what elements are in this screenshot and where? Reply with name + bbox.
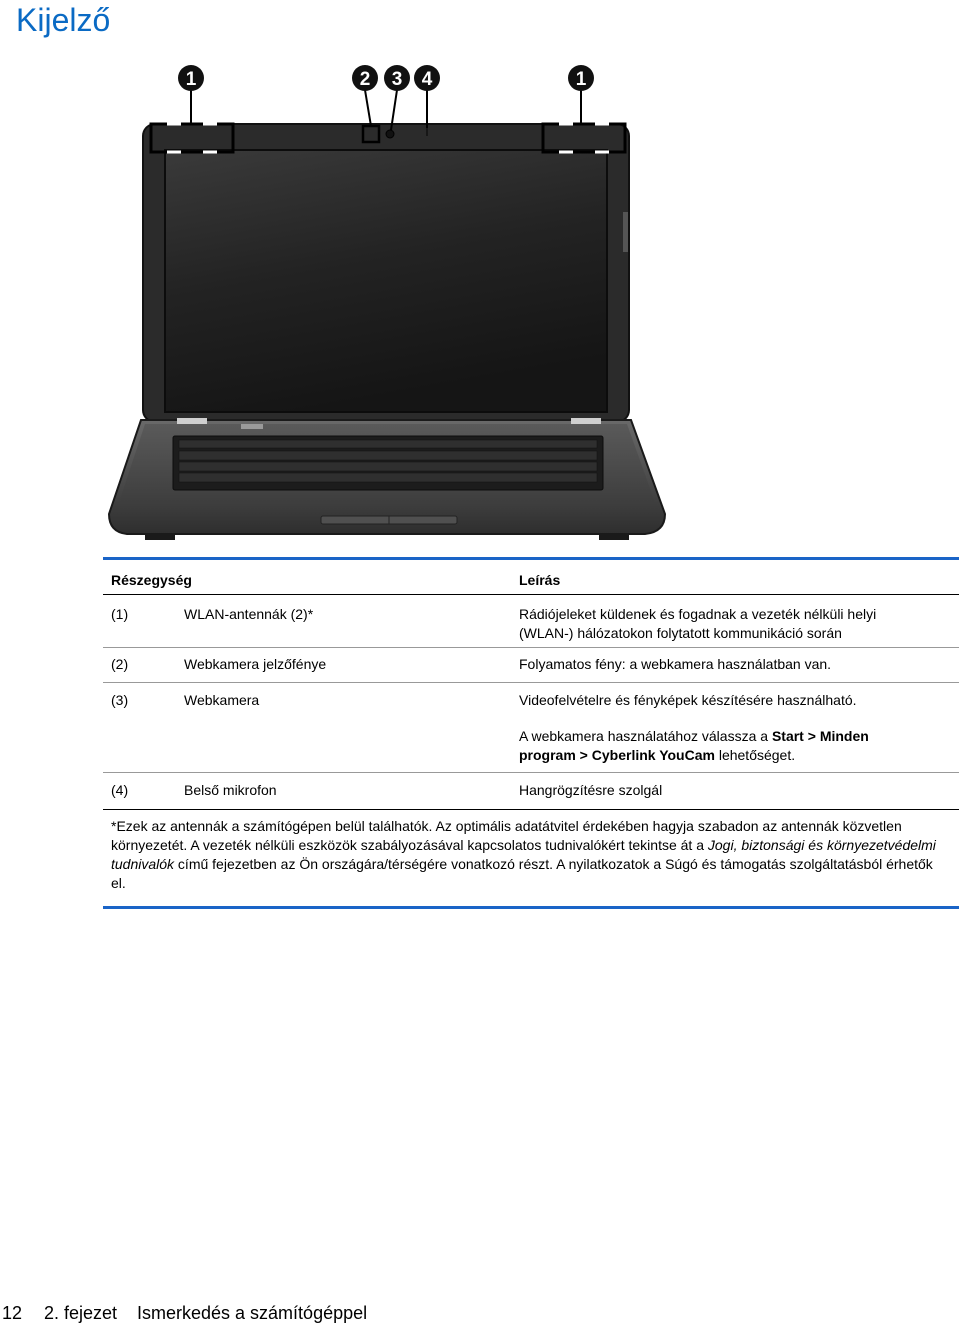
row-number: (3)	[111, 692, 129, 708]
page-title: Kijelző	[16, 2, 111, 38]
row-description: Videofelvételre és fényképek készítésére használható. A webkamera használatához válassza a Start > Minden program > Cyberlink YouCam lehetőséget.	[519, 691, 949, 765]
row-component: WLAN-antennák (2)*	[184, 606, 314, 622]
laptop-base	[109, 418, 665, 540]
svg-text:3: 3	[391, 69, 403, 90]
row-number: (2)	[111, 656, 129, 672]
page-number: 12	[2, 1303, 23, 1323]
svg-text:1: 1	[185, 69, 197, 90]
table-bottom-rule	[103, 906, 959, 909]
table-row	[103, 683, 959, 773]
chapter-title: Ismerkedés a számítógéppel	[137, 1303, 368, 1323]
table-header	[103, 560, 959, 595]
table-row	[103, 595, 959, 648]
laptop-illustration	[105, 62, 675, 550]
row-component: Webkamera	[184, 692, 260, 708]
callout-3	[384, 65, 410, 91]
row-description: Rádiójeleket küldenek és fogadnak a vezeték nélküli helyi (WLAN-) hálózatokon folytatott kommunikáció során	[519, 606, 877, 641]
chapter-label: 2. fejezet	[44, 1303, 118, 1323]
header-description: Leírás	[519, 572, 561, 588]
svg-text:2: 2	[359, 69, 371, 90]
callout-4	[414, 65, 440, 91]
display-lid	[143, 124, 629, 422]
row-number: (1)	[111, 606, 129, 622]
callout-1-right	[568, 65, 594, 91]
header-component: Részegység	[111, 572, 192, 588]
svg-text:1: 1	[575, 69, 587, 90]
svg-text:4: 4	[421, 69, 433, 90]
component-table	[103, 557, 959, 909]
webcam-instructions: A webkamera használatához válassza a Start > Minden program > Cyberlink YouCam lehetőséget.	[519, 728, 869, 763]
table-row	[103, 773, 959, 810]
row-component: Webkamera jelzőfénye	[184, 656, 327, 672]
callout-1-left	[178, 65, 204, 91]
row-description: Folyamatos fény: a webkamera használatban van.	[519, 656, 832, 672]
row-number: (4)	[111, 782, 129, 798]
row-component: Belső mikrofon	[184, 782, 277, 798]
webcam-lens	[386, 130, 394, 138]
antenna-footnote: *Ezek az antennák a számítógépen belül találhatók. Az optimális adatátvitel érdekében hagyja szabadon az antennák közvetlen környezetét. A vezeték nélküli eszközök szabályozásával kapcsolatos tudnivalókért tekintse át a Jogi, biztonsági és környezetvédelmi tudnivalók című fejezetben az Ön országára/térségére vonatkozó részt. A nyilatkozatok a Súgó és támogatás szolgáltatásból érhetők el.	[111, 818, 936, 891]
row-description: Hangrögzítésre szolgál	[519, 782, 663, 798]
table-row	[103, 648, 959, 683]
callout-2	[352, 65, 378, 91]
